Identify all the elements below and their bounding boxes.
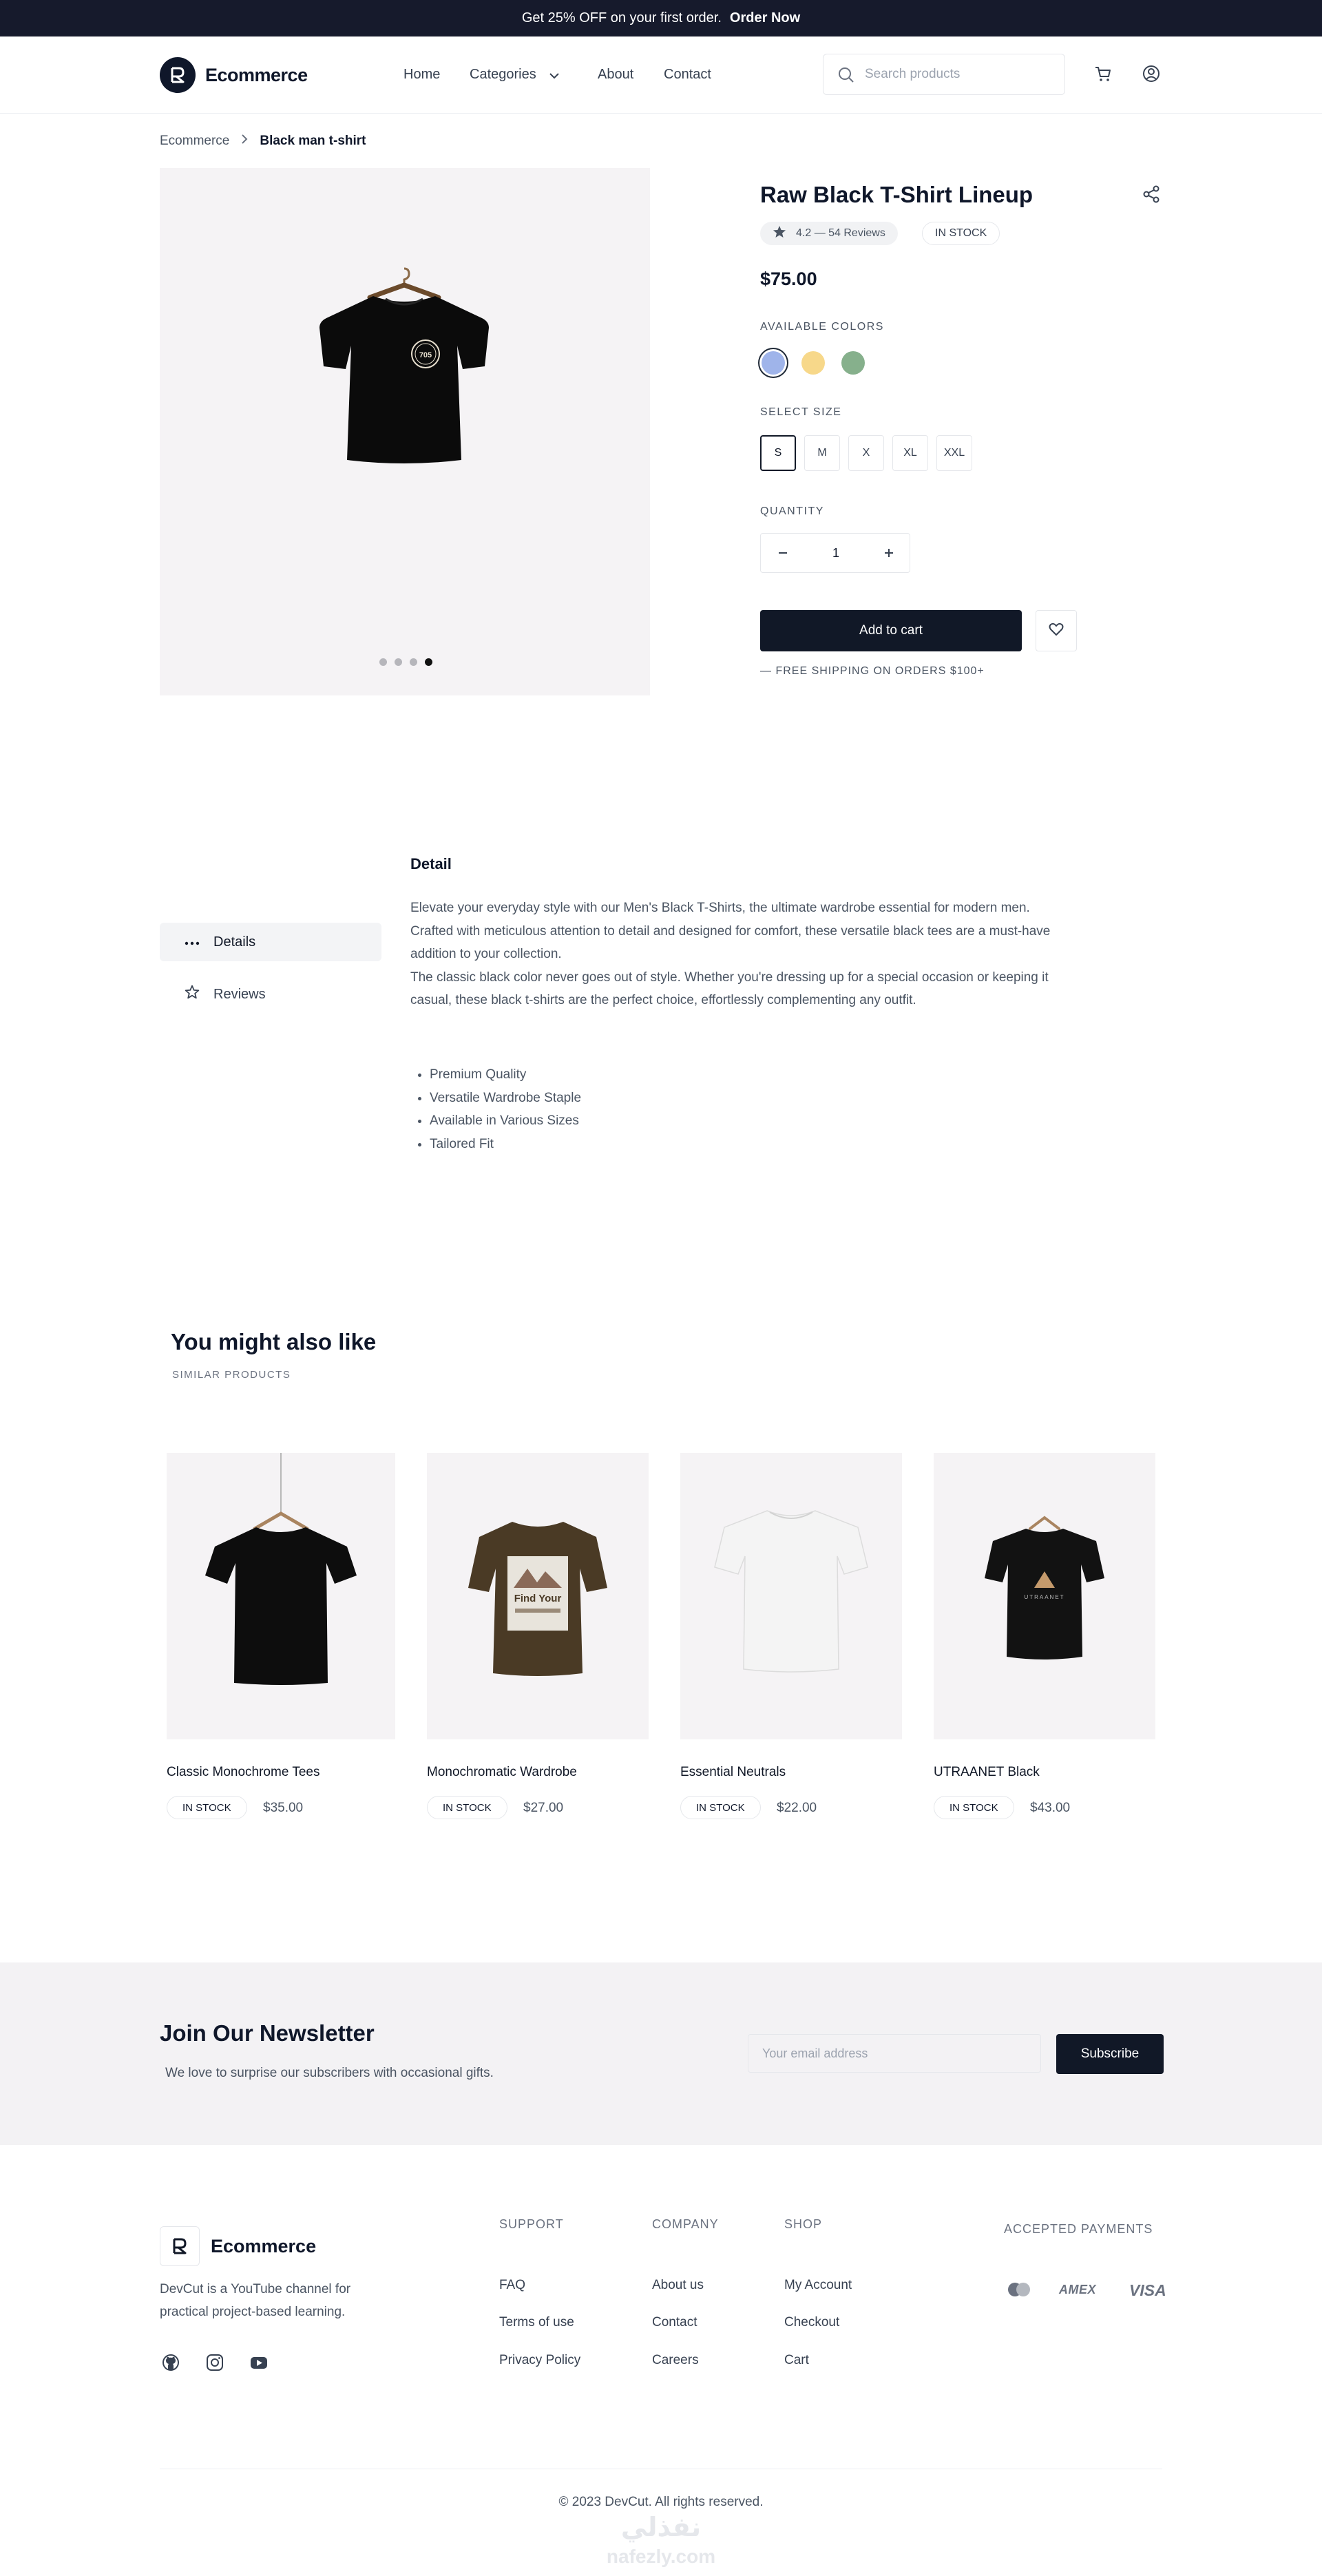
heart-icon (1048, 621, 1064, 641)
search-input[interactable] (865, 67, 1051, 82)
tab-details-label: Details (213, 934, 256, 950)
size-option-xl[interactable]: XL (892, 435, 928, 471)
footer-link-faq[interactable]: FAQ (499, 2278, 526, 2292)
product-card-price: $35.00 (263, 1801, 304, 1815)
list-item: • Tailored Fit (430, 1133, 581, 1156)
minus-icon[interactable] (761, 534, 805, 572)
product-card-price: $22.00 (777, 1801, 817, 1815)
quantity-value[interactable]: 1 (832, 545, 839, 560)
announcement-text: Get 25% OFF on your first order. (521, 10, 722, 25)
order-now-link[interactable]: Order Now (729, 10, 801, 25)
list-item: • Available in Various Sizes (430, 1109, 581, 1133)
wishlist-button[interactable] (1036, 610, 1077, 651)
subscribe-button[interactable]: Subscribe (1056, 2034, 1164, 2074)
footer-link-privacy[interactable]: Privacy Policy (499, 2353, 581, 2367)
tab-details[interactable] (160, 923, 381, 961)
logo-mark-icon (160, 2226, 200, 2266)
size-option-m[interactable]: M (804, 435, 840, 471)
footer-link-about[interactable]: About us (652, 2278, 704, 2292)
quantity-label: QUANTITY (760, 505, 824, 517)
nav-contact[interactable]: Contact (664, 67, 711, 82)
product-title: Raw Black T-Shirt Lineup (760, 182, 1034, 207)
list-item: • Premium Quality (430, 1063, 581, 1087)
detail-paragraph: The classic black color never goes out of style. Whether you're dressing up for a special occasion or keeping it casual, these black t-shirts are the perfect choice, effortlessly complementing any outfit. (410, 970, 1049, 1007)
breadcrumb-current: Black man t-shirt (260, 134, 366, 148)
footer-column-heading: SHOP (784, 2217, 823, 2231)
breadcrumb-root[interactable]: Ecommerce (160, 134, 230, 148)
product-card-name[interactable]: Essential Neutrals (680, 1765, 786, 1779)
gallery-dot[interactable] (410, 658, 417, 666)
star-outline-icon (185, 985, 200, 1004)
svg-text:UTRAANET: UTRAANET (1024, 1594, 1065, 1600)
site-footer (0, 2145, 1322, 2576)
copyright: © 2023 DevCut. All rights reserved. (558, 2495, 764, 2509)
footer-column-heading: SUPPORT (499, 2217, 564, 2231)
related-title: You might also like (171, 1329, 377, 1354)
tab-reviews[interactable] (160, 975, 381, 1014)
footer-column-heading: COMPANY (652, 2217, 719, 2231)
product-card-image[interactable] (680, 1453, 902, 1739)
size-option-s[interactable]: S (760, 435, 796, 471)
footer-logo[interactable] (160, 2226, 316, 2266)
breadcrumb (160, 134, 366, 149)
footer-link-careers[interactable]: Careers (652, 2353, 699, 2367)
size-option-x[interactable]: X (848, 435, 884, 471)
search-box[interactable] (823, 54, 1065, 95)
logo-mark-icon (160, 57, 196, 93)
product-price: $75.00 (760, 269, 817, 289)
newsletter-subtitle: We love to surprise our subscribers with occasional gifts. (165, 2066, 494, 2080)
payments-label: ACCEPTED PAYMENTS (1004, 2222, 1153, 2236)
gallery-dot-active[interactable] (425, 658, 432, 666)
footer-link-terms[interactable]: Terms of use (499, 2315, 574, 2329)
tshirt-image (427, 1453, 649, 1739)
product-card-name[interactable]: UTRAANET Black (934, 1765, 1040, 1779)
cart-icon[interactable] (1093, 64, 1113, 87)
product-card-image[interactable] (934, 1453, 1155, 1739)
email-field[interactable] (748, 2034, 1041, 2073)
product-card-price: $43.00 (1030, 1801, 1071, 1815)
announcement-bar (0, 0, 1322, 36)
mastercard-icon (1004, 2280, 1034, 2303)
product-card-name[interactable]: Classic Monochrome Tees (167, 1765, 320, 1779)
brand-logo[interactable] (160, 57, 308, 93)
visa-icon: VISA (1129, 2281, 1166, 2299)
watermark-text: nafezly.com (606, 2546, 716, 2567)
chevron-right-icon (240, 134, 249, 149)
tshirt-image (934, 1453, 1155, 1739)
svg-text:705: 705 (419, 351, 432, 359)
nav-categories-label: Categories (470, 67, 536, 82)
quantity-stepper (760, 533, 910, 573)
tshirt-image (167, 1453, 395, 1739)
product-card-image[interactable] (167, 1453, 395, 1739)
github-icon[interactable] (161, 2353, 180, 2376)
stock-badge: IN STOCK (680, 1796, 761, 1819)
gallery-pagination (379, 658, 432, 666)
gallery-dot[interactable] (379, 658, 387, 666)
site-header (0, 36, 1322, 114)
stock-badge: IN STOCK (922, 222, 1000, 245)
gallery-dot[interactable] (395, 658, 402, 666)
footer-description: DevCut is a YouTube channel for practical project-based learning. (160, 2282, 351, 2319)
footer-link-account[interactable]: My Account (784, 2278, 852, 2292)
star-icon (773, 225, 786, 242)
add-to-cart-button[interactable]: Add to cart (760, 610, 1022, 651)
size-label: SELECT SIZE (760, 406, 842, 418)
size-option-xxl[interactable]: XXL (936, 435, 972, 471)
stock-badge: IN STOCK (427, 1796, 507, 1819)
shipping-note: — FREE SHIPPING ON ORDERS $100+ (760, 665, 985, 677)
search-icon (837, 66, 855, 87)
color-swatch-blue[interactable] (762, 351, 785, 375)
color-swatch-green[interactable] (841, 351, 865, 375)
chevron-down-icon[interactable] (548, 68, 560, 84)
nav-categories[interactable] (470, 67, 536, 83)
rating-badge (760, 222, 898, 245)
amex-icon: AMEX (1059, 2283, 1097, 2296)
footer-link-checkout[interactable]: Checkout (784, 2315, 840, 2329)
dots-icon (185, 934, 200, 950)
nav-about[interactable]: About (598, 67, 634, 82)
user-icon[interactable] (1142, 64, 1161, 87)
product-gallery[interactable] (160, 168, 650, 695)
tshirt-image (680, 1453, 902, 1739)
product-card-image[interactable] (427, 1453, 649, 1739)
watermark-logo: نفذلي (620, 2513, 702, 2542)
product-card-price: $27.00 (523, 1801, 564, 1815)
instagram-icon[interactable] (205, 2353, 224, 2376)
newsletter-section (0, 1962, 1322, 2145)
detail-heading: Detail (410, 855, 452, 872)
list-item: • Versatile Wardrobe Staple (430, 1087, 581, 1110)
product-image (304, 263, 504, 470)
share-icon[interactable] (1142, 185, 1161, 207)
stock-badge: IN STOCK (167, 1796, 247, 1819)
colors-label: AVAILABLE COLORS (760, 321, 884, 333)
color-swatch-yellow[interactable] (801, 351, 825, 375)
footer-link-cart[interactable]: Cart (784, 2353, 809, 2367)
nav-home[interactable]: Home (403, 67, 441, 82)
detail-description (410, 897, 1071, 1012)
rating-text: 4.2 — 54 Reviews (796, 227, 885, 239)
youtube-icon[interactable] (249, 2353, 269, 2376)
related-subtitle: SIMILAR PRODUCTS (172, 1369, 291, 1381)
detail-paragraph: Elevate your everyday style with our Men's Black T-Shirts, the ultimate wardrobe essential for modern men. Crafted with meticulous attention to detail and designed for comfort, these versatile black tees are a must-have addition to your collection. (410, 901, 1051, 961)
svg-text:Find Your: Find Your (514, 1593, 562, 1604)
footer-brand-name: Ecommerce (211, 2235, 317, 2256)
plus-icon[interactable] (867, 534, 911, 572)
product-card-name[interactable]: Monochromatic Wardrobe (427, 1765, 577, 1779)
brand-name: Ecommerce (205, 64, 308, 85)
feature-list (430, 1063, 581, 1155)
tab-reviews-label: Reviews (213, 986, 266, 1002)
footer-link-contact[interactable]: Contact (652, 2315, 697, 2329)
stock-badge: IN STOCK (934, 1796, 1014, 1819)
newsletter-title: Join Our Newsletter (160, 2020, 375, 2046)
